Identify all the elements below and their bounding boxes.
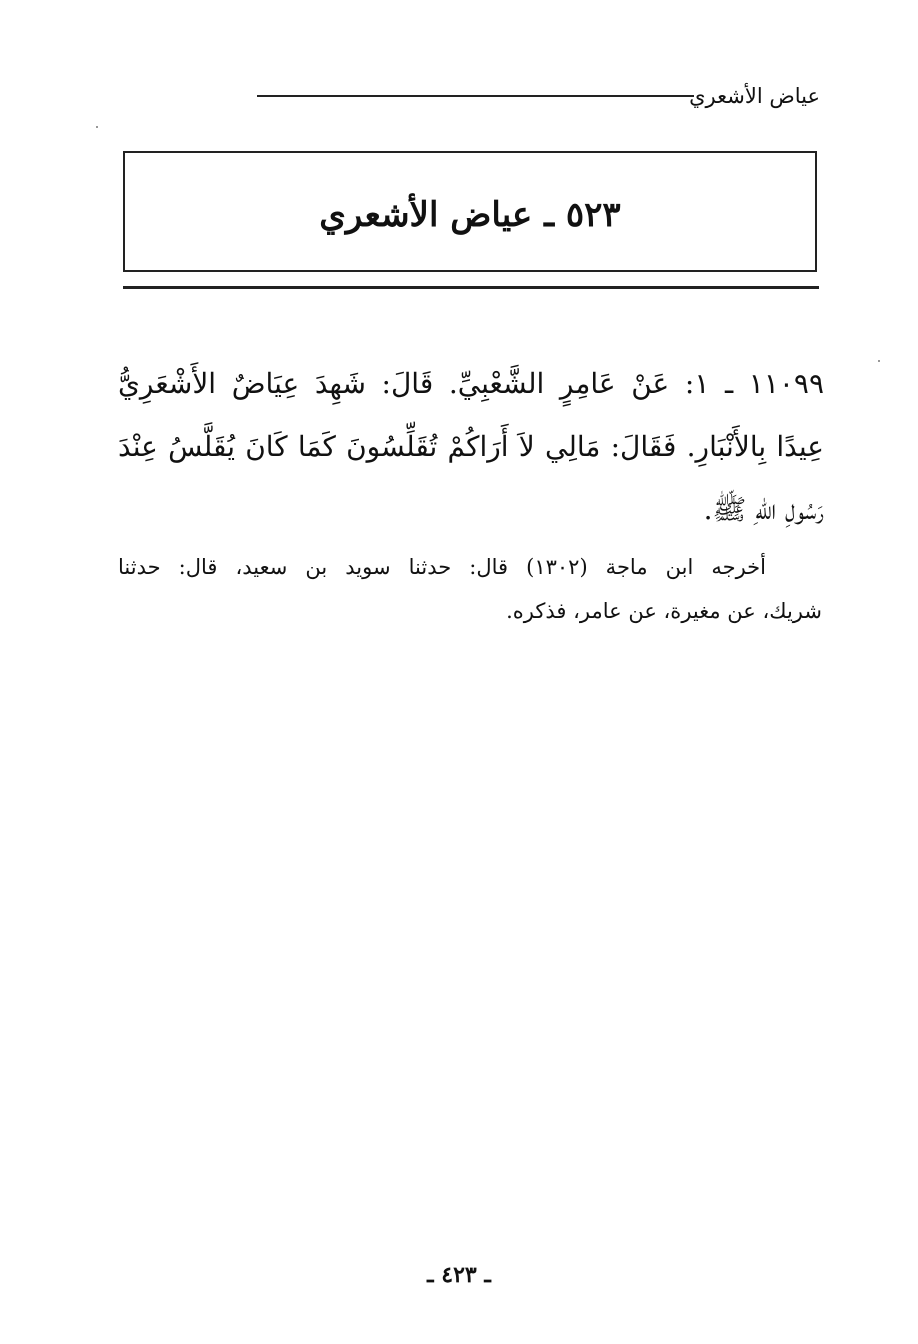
hadith-line: ١١٠٩٩ ـ ١: عَنْ عَامِرٍ الشَّعْبِيِّ. قَالَ: شَهِدَ عِيَاضٌ الأَشْعَرِيُّ (118, 367, 824, 400)
title-underline-rule (123, 286, 819, 289)
scan-speck (878, 360, 880, 362)
hadith-line: رَسُولِ اللهِ ﷺ. (703, 493, 824, 526)
chapter-title: ٥٢٣ ـ عياض الأشعري (319, 194, 621, 235)
takhrij-line: أخرجه ابن ماجة (١٣٠٢) قال: حدثنا سويد بن سعيد، قال: حدثنا (118, 555, 766, 579)
scan-speck (96, 126, 98, 128)
running-header (122, 82, 820, 116)
running-header-title: عياض الأشعري (689, 84, 820, 108)
takhrij-text (118, 545, 822, 633)
chapter-title-box (123, 151, 817, 272)
header-rule (257, 95, 694, 97)
hadith-text (118, 352, 824, 541)
page-number: ـ ٤٢٣ ـ (427, 1262, 491, 1288)
takhrij-line: شريك، عن مغيرة، عن عامر، فذكره. (506, 599, 822, 623)
hadith-line: عِيدًا بِالأَنْبَارِ. فَقَالَ: مَالِي لاَ أَرَاكُمْ تُقَلِّسُونَ كَمَا كَانَ يُقَلَّسُ عِنْدَ (118, 430, 824, 463)
